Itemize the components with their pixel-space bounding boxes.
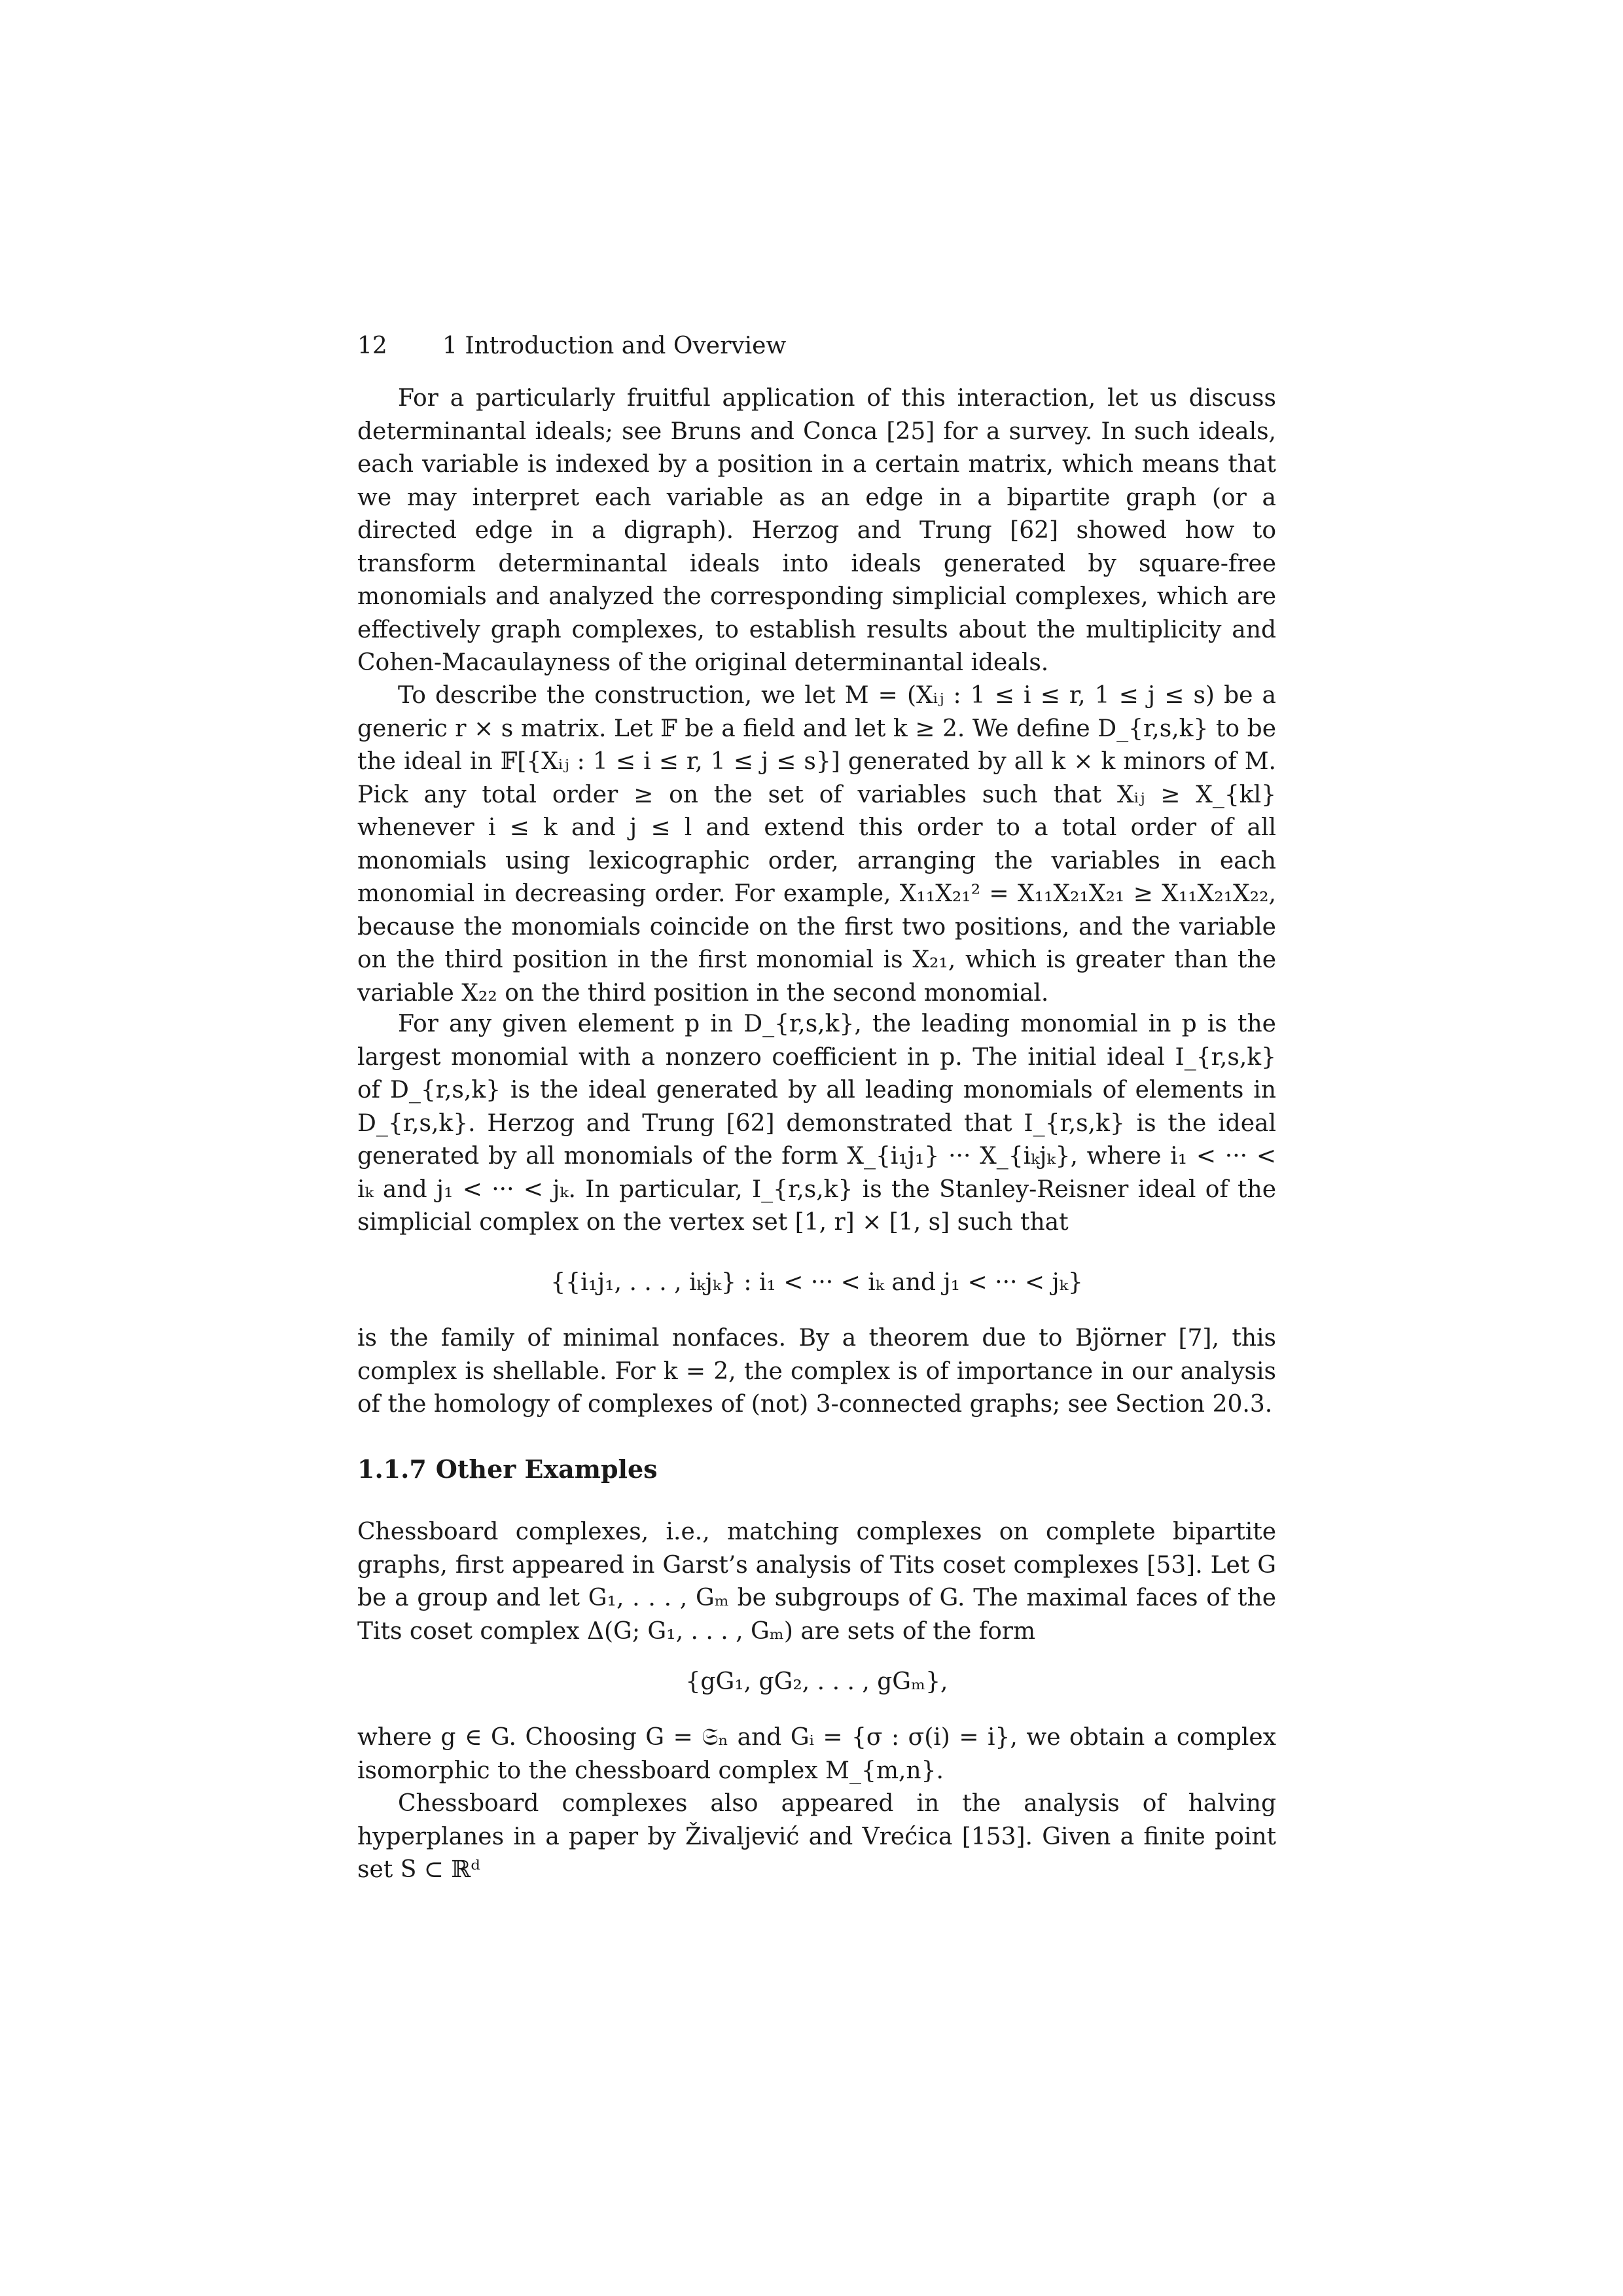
section-number: 1.1.7	[357, 1454, 427, 1484]
paragraph-7: Chessboard complexes also appeared in the analysis of halving hyperplanes in a paper by Živaljević and Vrećica [153]. Given a finite point set S ⊂ ℝᵈ	[357, 1790, 1276, 1883]
equation-1: {{i₁j₁, . . . , iₖjₖ} : i₁ < ··· < iₖ and j₁ < ··· < jₖ}	[550, 1269, 1083, 1296]
paragraph-4-block	[357, 1322, 1276, 1422]
equation-1-block	[357, 1266, 1276, 1300]
paragraph-6: where g ∈ G. Choosing G = 𝔖ₙ and Gᵢ = {σ : σ(i) = i}, we obtain a complex isomorphic to the chessboard complex M_{m,n}.	[357, 1724, 1276, 1784]
paragraph-5-block	[357, 1516, 1276, 1648]
equation-2-block	[357, 1666, 1276, 1699]
section-title: Other Examples	[435, 1454, 658, 1484]
paragraph-2: To describe the construction, we let M = (Xᵢⱼ : 1 ≤ i ≤ r, 1 ≤ j ≤ s) be a generic r × s matrix. Let 𝔽 be a field and let k ≥ 2. We define D_{r,s,k} to be the ideal in 𝔽[{Xᵢⱼ : 1 ≤ i ≤ r, 1 ≤ j ≤ s}] generated by all k × k minors of M. Pick any total order ≥ on the set of variables such that Xᵢⱼ ≥ X_{kl} whenever i ≤ k and j ≤ l and extend this order to a total order of all monomials using lexicographic order, arranging the variables in each monomial in decreasing order. For example, X₁₁X₂₁² = X₁₁X₂₁X₂₁ ≥ X₁₁X₂₁X₂₂, because the monomials coincide on the first two positions, and the variable on the third position in the first monomial is X₂₁, which is greater than the variable X₂₂ on the third position in the second monomial.	[357, 682, 1276, 1007]
equation-2: {gG₁, gG₂, . . . , gGₘ},	[685, 1668, 948, 1695]
section-heading-block	[357, 1454, 1276, 1484]
paragraph-7-block	[357, 1787, 1276, 1887]
paragraph-5: Chessboard complexes, i.e., matching complexes on complete bipartite graphs, first appeared in Garst’s analysis of Tits coset complexes [53]. Let G be a group and let G₁, . . . , Gₘ be subgroups of G. The maximal faces of the Tits coset complex Δ(G; G₁, . . . , Gₘ) are sets of the form	[357, 1518, 1276, 1645]
running-header	[357, 332, 786, 359]
paragraph-4: is the family of minimal nonfaces. By a theorem due to Björner [7], this complex is shellable. For k = 2, the complex is of importance in our analysis of the homology of complexes of (not) 3-connected graphs; see Section 20.3.	[357, 1325, 1276, 1418]
paragraph-6-block	[357, 1721, 1276, 1787]
page-number: 12	[357, 332, 387, 359]
paragraph-2-block	[357, 679, 1276, 1010]
paragraph-3-block	[357, 1008, 1276, 1240]
paragraph-1-block	[357, 382, 1276, 680]
section-heading	[357, 1454, 1276, 1484]
paragraph-1: For a particularly fruitful application of this interaction, let us discuss determinantal ideals; see Bruns and Conca [25] for a survey. In such ideals, each variable is indexed by a position in a certain matrix, which means that we may interpret each variable as an edge in a bipartite graph (or a directed edge in a digraph). Herzog and Trung [62] showed how to transform determinantal ideals into ideals generated by square-free monomials and analyzed the corresponding simplicial complexes, which are effectively graph complexes, to establish results about the multiplicity and Cohen-Macaulayness of the original determinantal ideals.	[357, 385, 1276, 676]
running-title: 1 Introduction and Overview	[442, 332, 787, 359]
paragraph-3: For any given element p in D_{r,s,k}, the leading monomial in p is the largest monomial with a nonzero coefficient in p. The initial ideal I_{r,s,k} of D_{r,s,k} is the ideal generated by all leading monomials of elements in D_{r,s,k}. Herzog and Trung [62] demonstrated that I_{r,s,k} is the ideal generated by all monomials of the form X_{i₁j₁} ··· X_{iₖjₖ}, where i₁ < ··· < iₖ and j₁ < ··· < jₖ. In particular, I_{r,s,k} is the Stanley-Reisner ideal of the simplicial complex on the vertex set [1, r] × [1, s] such that	[357, 1011, 1276, 1236]
